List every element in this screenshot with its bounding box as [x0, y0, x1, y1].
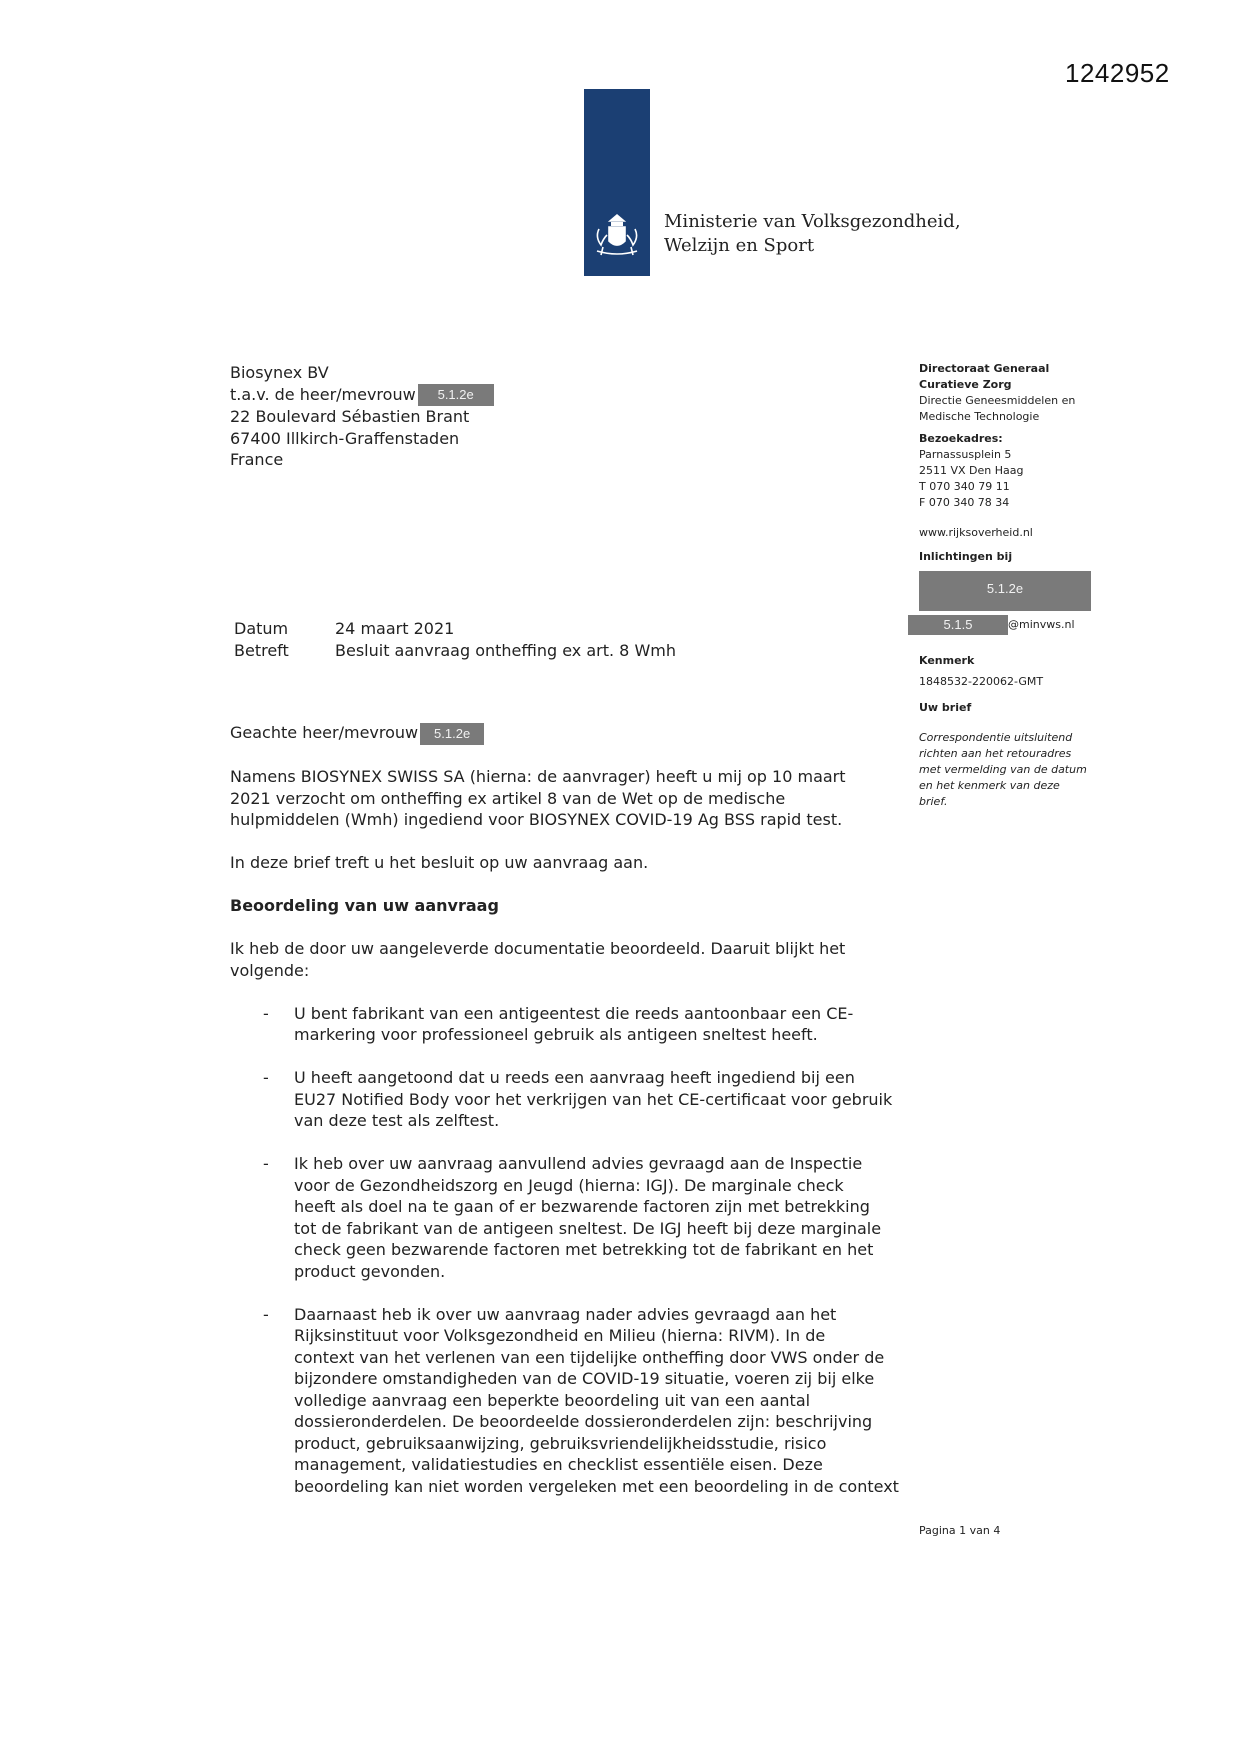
- correspondence-note-line: Correspondentie uitsluitend: [919, 731, 1073, 744]
- redaction-box: 5.1.2e: [418, 384, 494, 406]
- sender-sidebar: [919, 361, 1119, 810]
- contact-email: [908, 615, 1119, 635]
- list-item-line: volledige aanvraag een beperkte beoordeling uit van een aantal: [294, 1390, 811, 1410]
- bullet-dash: -: [263, 1003, 269, 1023]
- list-item: [230, 1304, 910, 1498]
- list-item-line: heeft als doel na te gaan of er bezwarende factoren zijn met betrekking: [294, 1197, 870, 1216]
- subject-label: Betreft: [234, 641, 289, 660]
- assessment-paragraph: [230, 938, 910, 981]
- list-item: [230, 1003, 910, 1046]
- list-item-line: Ik heb over uw aanvraag aanvullend advies gevraagd aan de Inspectie: [294, 1154, 863, 1173]
- list-item-line: Daarnaast heb ik over uw aanvraag nader advies gevraagd aan het: [294, 1304, 837, 1324]
- bullet-dash: -: [263, 1154, 269, 1173]
- salutation-redaction-box: 5.1.2e: [420, 723, 484, 745]
- assessment-line: volgende:: [230, 960, 310, 980]
- ministry-name-line1: Ministerie van Volksgezondheid,: [664, 211, 961, 232]
- visit-address-street: Parnassusplein 5: [919, 448, 1012, 461]
- visit-address-label: Bezoekadres:: [919, 432, 1003, 445]
- bullet-dash: -: [263, 1304, 269, 1324]
- list-item-line: dossieronderdelen. De beoordeelde dossieronderdelen zijn: beschrijving: [294, 1412, 873, 1431]
- recipient-attention-text: t.a.v. de heer/mevrouw: [230, 384, 416, 404]
- intro-line: hulpmiddelen (Wmh) ingediend voor BIOSYNEX COVID-19 Ag BSS rapid test.: [230, 810, 843, 829]
- document-number: 1242952: [1065, 58, 1170, 88]
- intro-paragraph: [230, 766, 910, 831]
- coat-of-arms-icon: [589, 211, 645, 261]
- date-value: 24 maart 2021: [335, 619, 455, 638]
- list-item-line: voor de Gezondheidszorg en Jeugd (hierna: IGJ). De marginale check: [294, 1175, 844, 1195]
- salutation: [230, 722, 910, 745]
- recipient-address: [230, 362, 494, 471]
- directorate-title: Directoraat Generaal: [919, 362, 1050, 375]
- intro-line: 2021 verzocht om ontheffing ex artikel 8 van de Wet op de medische: [230, 788, 786, 808]
- findings-list: [230, 1003, 910, 1498]
- government-logo: [584, 89, 650, 276]
- page-number: Pagina 1 van 4: [919, 1524, 1001, 1537]
- directorate-department: Directie Geneesmiddelen en: [919, 394, 1076, 407]
- website-link[interactable]: www.rijksoverheid.nl: [919, 526, 1033, 539]
- reference-label: Kenmerk: [919, 654, 975, 667]
- list-item-line: U heeft aangetoond dat u reeds een aanvraag heeft ingediend bij een: [294, 1068, 855, 1087]
- list-item-line: check geen bezwarende factoren met betrekking tot de fabrikant en het: [294, 1240, 874, 1259]
- your-letter-label: Uw brief: [919, 701, 972, 714]
- list-item-line: tot de fabrikant van de antigeen sneltest. De IGJ heeft bij deze marginale: [294, 1218, 882, 1238]
- recipient-city: 67400 Illkirch-Graffenstaden: [230, 428, 460, 448]
- list-item: [230, 1153, 910, 1282]
- contact-label: Inlichtingen bij: [919, 550, 1013, 563]
- recipient-street: 22 Boulevard Sébastien Brant: [230, 407, 470, 426]
- recipient-company: Biosynex BV: [230, 363, 329, 382]
- list-item-line: bijzondere omstandigheden van de COVID-19 situatie, voeren zij bij elke: [294, 1369, 875, 1388]
- phone-number: T 070 340 79 11: [919, 480, 1010, 493]
- list-item-line: markering voor professioneel gebruik als antigeen sneltest heeft.: [294, 1025, 818, 1044]
- email-redaction-box: 5.1.5: [908, 615, 1008, 635]
- date-label: Datum: [234, 619, 289, 638]
- directorate-title-2: Curatieve Zorg: [919, 378, 1012, 391]
- recipient-attention: [230, 384, 494, 407]
- list-item-line: context van het verlenen van een tijdelijke ontheffing door VWS onder de: [294, 1347, 885, 1367]
- ministry-name: [664, 210, 961, 258]
- list-item-line: management, validatiestudies en checklist essentiële eisen. Deze: [294, 1455, 823, 1474]
- reference-value: 1848532-220062-GMT: [919, 675, 1044, 688]
- section-heading: Beoordeling van uw aanvraag: [230, 896, 499, 915]
- bullet-dash: -: [263, 1068, 269, 1087]
- fax-number: F 070 340 78 34: [919, 496, 1010, 509]
- recipient-country: France: [230, 450, 284, 469]
- directorate-department-2: Medische Technologie: [919, 410, 1040, 423]
- list-item-line: EU27 Notified Body voor het verkrijgen van het CE-certificaat voor gebruik: [294, 1089, 893, 1109]
- correspondence-note-line: brief.: [919, 795, 948, 808]
- intro-line: Namens BIOSYNEX SWISS SA (hierna: de aanvrager) heeft u mij op 10 maart: [230, 767, 846, 786]
- salutation-text: Geachte heer/mevrouw: [230, 723, 419, 742]
- list-item-line: beoordeling kan niet worden vergeleken met een beoordeling in de context: [294, 1476, 899, 1496]
- correspondence-note: [919, 730, 1119, 810]
- correspondence-note-line: met vermelding van de datum: [919, 763, 1087, 776]
- list-item-line: van deze test als zelftest.: [294, 1111, 500, 1130]
- contact-redaction-box: 5.1.2e: [919, 571, 1091, 611]
- correspondence-note-line: richten aan het retouradres: [919, 747, 1072, 760]
- assessment-line: Ik heb de door uw aangeleverde documentatie beoordeeld. Daaruit blijkt het: [230, 939, 846, 958]
- letter-meta: [234, 618, 676, 662]
- list-item-line: product, gebruiksaanwijzing, gebruiksvriendelijkheidsstudie, risico: [294, 1433, 827, 1453]
- letter-body: [230, 722, 910, 1519]
- subject-value: Besluit aanvraag ontheffing ex art. 8 Wmh: [335, 641, 676, 660]
- list-item-line: U bent fabrikant van een antigeentest die reeds aantoonbaar een CE-: [294, 1003, 854, 1023]
- list-item-line: Rijksinstituut voor Volksgezondheid en Milieu (hierna: RIVM). In de: [294, 1326, 826, 1345]
- ministry-name-line2: Welzijn en Sport: [664, 235, 815, 256]
- decision-paragraph: In deze brief treft u het besluit op uw aanvraag aan.: [230, 853, 649, 872]
- visit-address-city: 2511 VX Den Haag: [919, 464, 1024, 477]
- email-domain: @minvws.nl: [1008, 618, 1075, 631]
- correspondence-note-line: en het kenmerk van deze: [919, 779, 1060, 792]
- list-item: [230, 1067, 910, 1132]
- list-item-line: product gevonden.: [294, 1261, 446, 1281]
